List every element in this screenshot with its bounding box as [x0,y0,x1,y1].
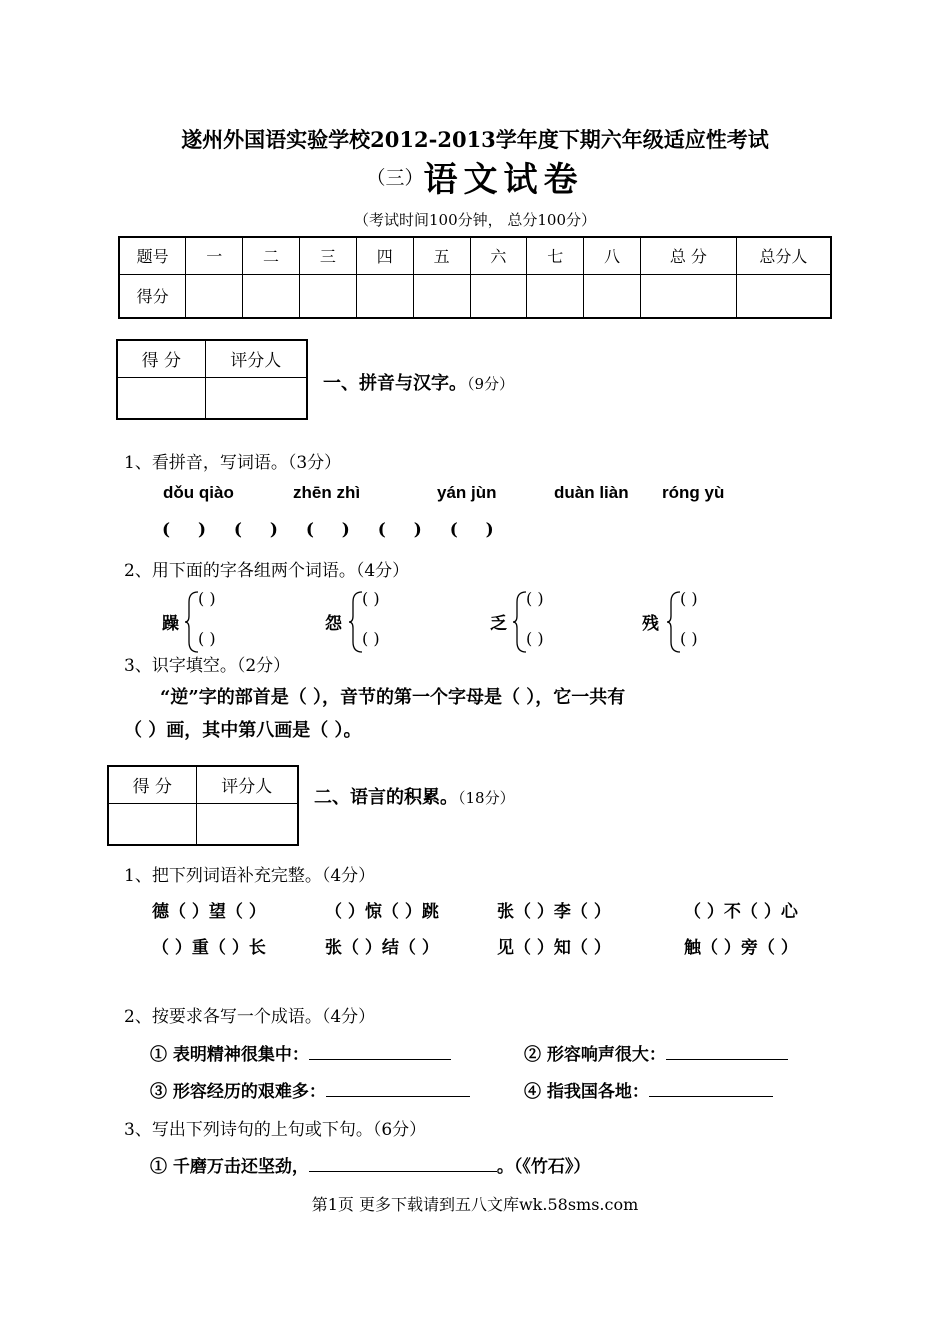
idiom-fill[interactable]: （ ）重（ ）长 [152,938,266,958]
grader-score-cell[interactable] [117,377,205,419]
score-cell[interactable] [527,274,584,318]
word-blank[interactable]: ( ) [198,589,216,608]
grader-name-label: 评分人 [205,340,307,377]
pinyin-answer-blanks[interactable]: ( ) ( ) ( ) ( ) ( ) [162,520,494,540]
section2-points: （18分） [458,789,515,807]
section2-heading [314,783,515,809]
answer-line[interactable] [326,1078,470,1097]
pinyin-1: dǒu qiào [163,483,234,502]
s2-q1-label: 1、把下列词语补充完整。（4分） [124,866,376,886]
answer-line[interactable] [649,1078,773,1097]
score-table-score-row [119,274,831,318]
pinyin-5: róng yù [662,483,725,502]
header-cell: 七 [527,237,584,274]
poem-answer-line[interactable] [309,1153,497,1172]
grader-score-label: 得 分 [108,766,196,803]
row-label: 得分 [119,274,186,318]
pinyin-3: yán jùn [437,483,497,502]
score-cell[interactable] [243,274,300,318]
idiom-fill[interactable]: 德（ ）望（ ） [152,902,266,922]
idiom-fill[interactable]: 触（ ）旁（ ） [684,938,798,958]
item-prompt: ③ 形容经历的艰难多： [150,1082,326,1102]
grader-score-cell[interactable] [108,803,196,845]
poem-start: ① 千磨万击还坚劲， [150,1157,309,1177]
item-prompt: ② 形容响声很大： [524,1045,666,1065]
s2-q2-item-1 [150,1040,451,1065]
header-cell: 总分人 [736,237,831,274]
exam-subtitle [0,152,950,201]
grader-name-cell[interactable] [205,377,307,419]
header-cell: 二 [243,237,300,274]
idiom-fill[interactable]: 张（ ）李（ ） [497,902,611,922]
subtitle-main: 语文试卷 [423,160,584,200]
score-cell[interactable] [413,274,470,318]
s2-q2-item-2 [524,1040,788,1065]
answer-line[interactable] [309,1041,451,1060]
idiom-fill[interactable]: （ ）不（ ）心 [684,902,798,922]
score-table [118,236,832,319]
poem-end: 。（《竹石》） [496,1157,591,1177]
header-cell: 一 [186,237,243,274]
s1-q3-line2: （ ）画，其中第八画是（ ）。 [124,720,362,741]
s2-q2-item-3 [150,1077,470,1102]
score-cell[interactable] [584,274,641,318]
s1-q2-label: 2、用下面的字各组两个词语。（4分） [124,561,410,581]
answer-line[interactable] [666,1041,788,1060]
exam-info: （考试时间100分钟， 总分100分） [353,211,597,229]
idiom-fill[interactable]: 见（ ）知（ ） [497,938,611,958]
exam-title: 遂州外国语实验学校2012-2013学年度下期六年级适应性考试 [181,127,769,152]
char-1: 躁 [162,614,179,634]
s1-q1-label: 1、看拼音，写词语。（3分） [124,453,342,473]
grader-box-1 [116,339,308,420]
section1-heading [323,369,514,395]
header-cell: 三 [299,237,356,274]
header-cell: 五 [413,237,470,274]
s1-q3-label: 3、识字填空。（2分） [124,656,291,676]
word-blank[interactable]: ( ) [362,629,380,648]
idiom-fill[interactable]: 张（ ）结（ ） [325,938,439,958]
section1-points: （9分） [467,375,515,393]
header-cell: 四 [356,237,413,274]
score-table-header-row [119,237,831,274]
header-cell: 八 [584,237,641,274]
s1-q3-line1: “逆”字的部首是（ ），音节的第一个字母是（ ），它一共有 [160,687,626,708]
word-blank[interactable]: ( ) [526,589,544,608]
score-cell[interactable] [470,274,527,318]
grader-name-cell[interactable] [196,803,298,845]
item-prompt: ① 表明精神很集中： [150,1045,309,1065]
s2-q3-poem [150,1152,590,1177]
grader-name-label: 评分人 [196,766,298,803]
char-2: 怨 [325,614,342,634]
header-cell: 六 [470,237,527,274]
grader-score-label: 得 分 [117,340,205,377]
char-3: 乏 [490,614,507,634]
item-prompt: ④ 指我国各地： [524,1082,649,1102]
s2-q2-item-4 [524,1077,773,1102]
pinyin-2: zhēn zhì [293,483,361,502]
header-cell: 总 分 [641,237,737,274]
idiom-fill[interactable]: （ ）惊（ ）跳 [325,902,439,922]
score-cell[interactable] [641,274,737,318]
section1-title: 一、拼音与汉字。 [323,373,467,394]
score-cell[interactable] [186,274,243,318]
char-4: 残 [642,614,659,634]
word-blank[interactable]: ( ) [362,589,380,608]
grader-box-2 [107,765,299,846]
header-cell: 题号 [119,237,186,274]
subtitle-prefix: （三） [366,167,424,189]
page-footer: 第1页 更多下载请到五八文库wk.58sms.com [311,1195,639,1214]
pinyin-4: duàn liàn [554,483,629,502]
s2-q2-label: 2、按要求各写一个成语。（4分） [124,1007,376,1027]
word-blank[interactable]: ( ) [680,589,698,608]
score-cell[interactable] [356,274,413,318]
section2-title: 二、语言的积累。 [314,787,458,808]
score-cell[interactable] [736,274,831,318]
score-cell[interactable] [299,274,356,318]
word-blank[interactable]: ( ) [526,629,544,648]
word-blank[interactable]: ( ) [680,629,698,648]
s2-q3-label: 3、写出下列诗句的上句或下句。（6分） [124,1120,427,1140]
word-blank[interactable]: ( ) [198,629,216,648]
